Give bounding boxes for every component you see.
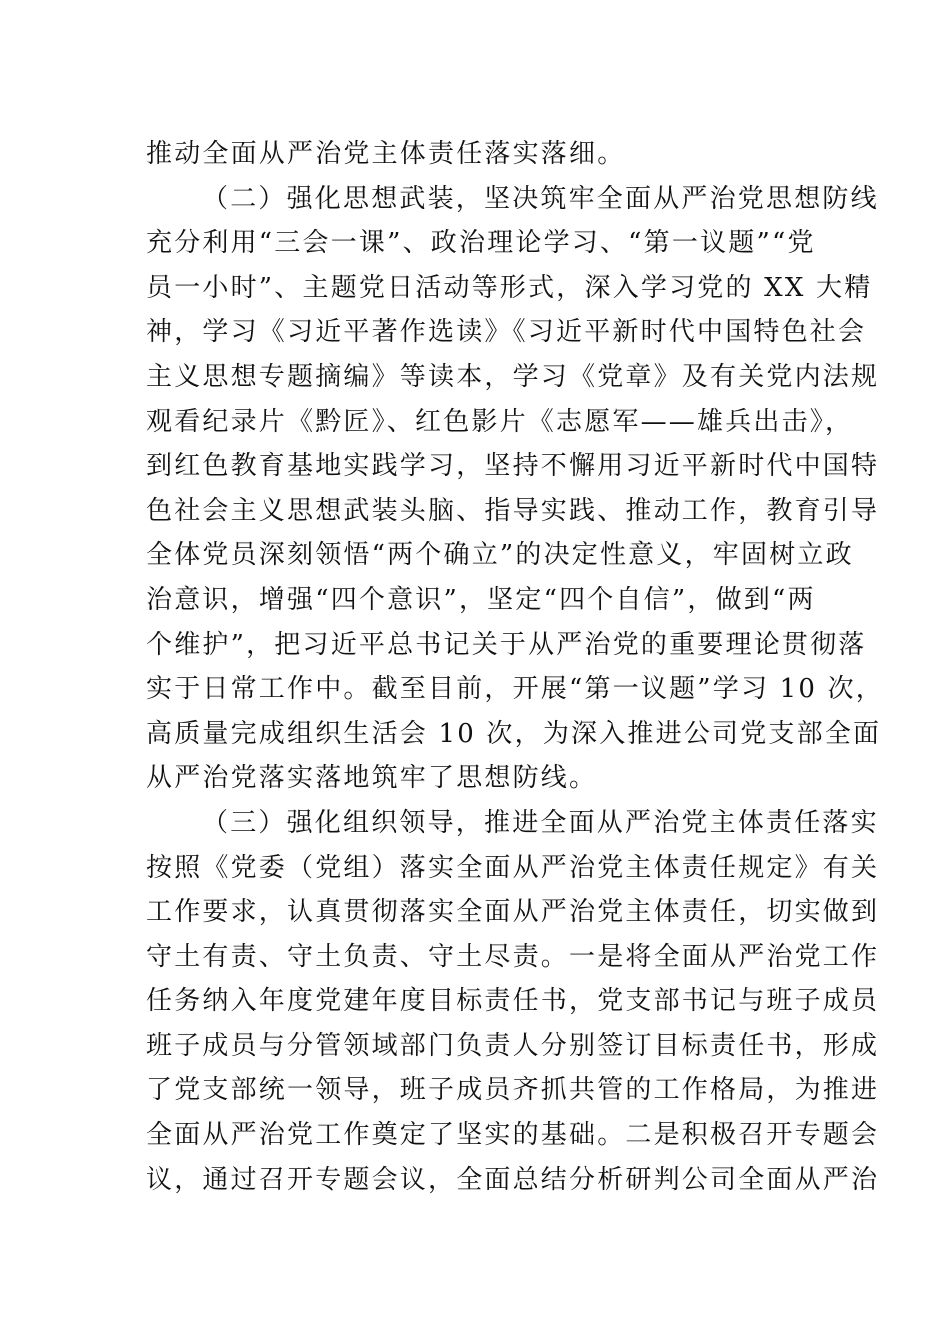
text-line: 高质量完成组织生活会 10 次，为深入推进公司党支部全面: [146, 718, 882, 749]
text-line: 了党支部统一领导，班子成员齐抓共管的工作格局，为推进: [146, 1075, 880, 1106]
text-line: 班子成员与分管领域部门负责人分别签订目标责任书，形成: [146, 1030, 880, 1061]
text-line: 推动全面从严治党主体责任落实落细。: [146, 139, 626, 169]
text-line: 到红色教育基地实践学习，坚持不懈用习近平新时代中国特: [146, 451, 880, 482]
text-line: 主义思想专题摘编》等读本，学习《党章》及有关党内法规: [146, 361, 880, 392]
text-line: 全体党员深刻领悟“两个确立”的决定性意义，牢固树立政: [146, 540, 854, 571]
text-line: 工作要求，认真贯彻落实全面从严治党主体责任，切实做到: [146, 897, 880, 928]
text-line: 充分利用“三会一课”、政治理论学习、“第一议题”“党: [146, 228, 816, 259]
text-line: 神，学习《习近平著作选读》《习近平新时代中国特色社会: [146, 317, 867, 348]
text-line: 个维护”，把习近平总书记关于从严治党的重要理论贯彻落: [146, 629, 867, 660]
text-line: 从严治党落实落地筑牢了思想防线。: [146, 763, 598, 794]
text-line: 色社会主义思想武装头脑、指导实践、推动工作，教育引导: [146, 495, 880, 526]
text-line: 全面从严治党工作奠定了坚实的基础。二是积极召开专题会: [146, 1120, 880, 1151]
text-line: 员一小时”、主题党日活动等形式，深入学习党的 XX 大精: [146, 272, 873, 303]
text-line: 治意识，增强“四个意识”，坚定“四个自信”，做到“两: [146, 584, 816, 615]
text-line: 任务纳入年度党建年度目标责任书，党支部书记与班子成员: [146, 986, 880, 1017]
text-line: 实于日常工作中。截至目前，开展“第一议题”学习 10 次，: [146, 674, 884, 705]
section-heading-two: （二）强化思想武装，坚决筑牢全面从严治党思想防线: [202, 183, 879, 214]
text-line: 观看纪录片《黔匠》、红色影片《志愿军——雄兵出击》，: [146, 406, 854, 437]
section-heading-three: （三）强化组织领导，推进全面从严治党主体责任落实: [202, 807, 879, 838]
body-text: [146, 132, 884, 1202]
text-line: 守土有责、守土负责、守土尽责。一是将全面从严治党工作: [146, 941, 880, 972]
text-line: 议，通过召开专题会议，全面总结分析研判公司全面从严治: [146, 1164, 880, 1195]
text-line: 按照《党委（党组）落实全面从严治党主体责任规定》有关: [146, 852, 880, 883]
